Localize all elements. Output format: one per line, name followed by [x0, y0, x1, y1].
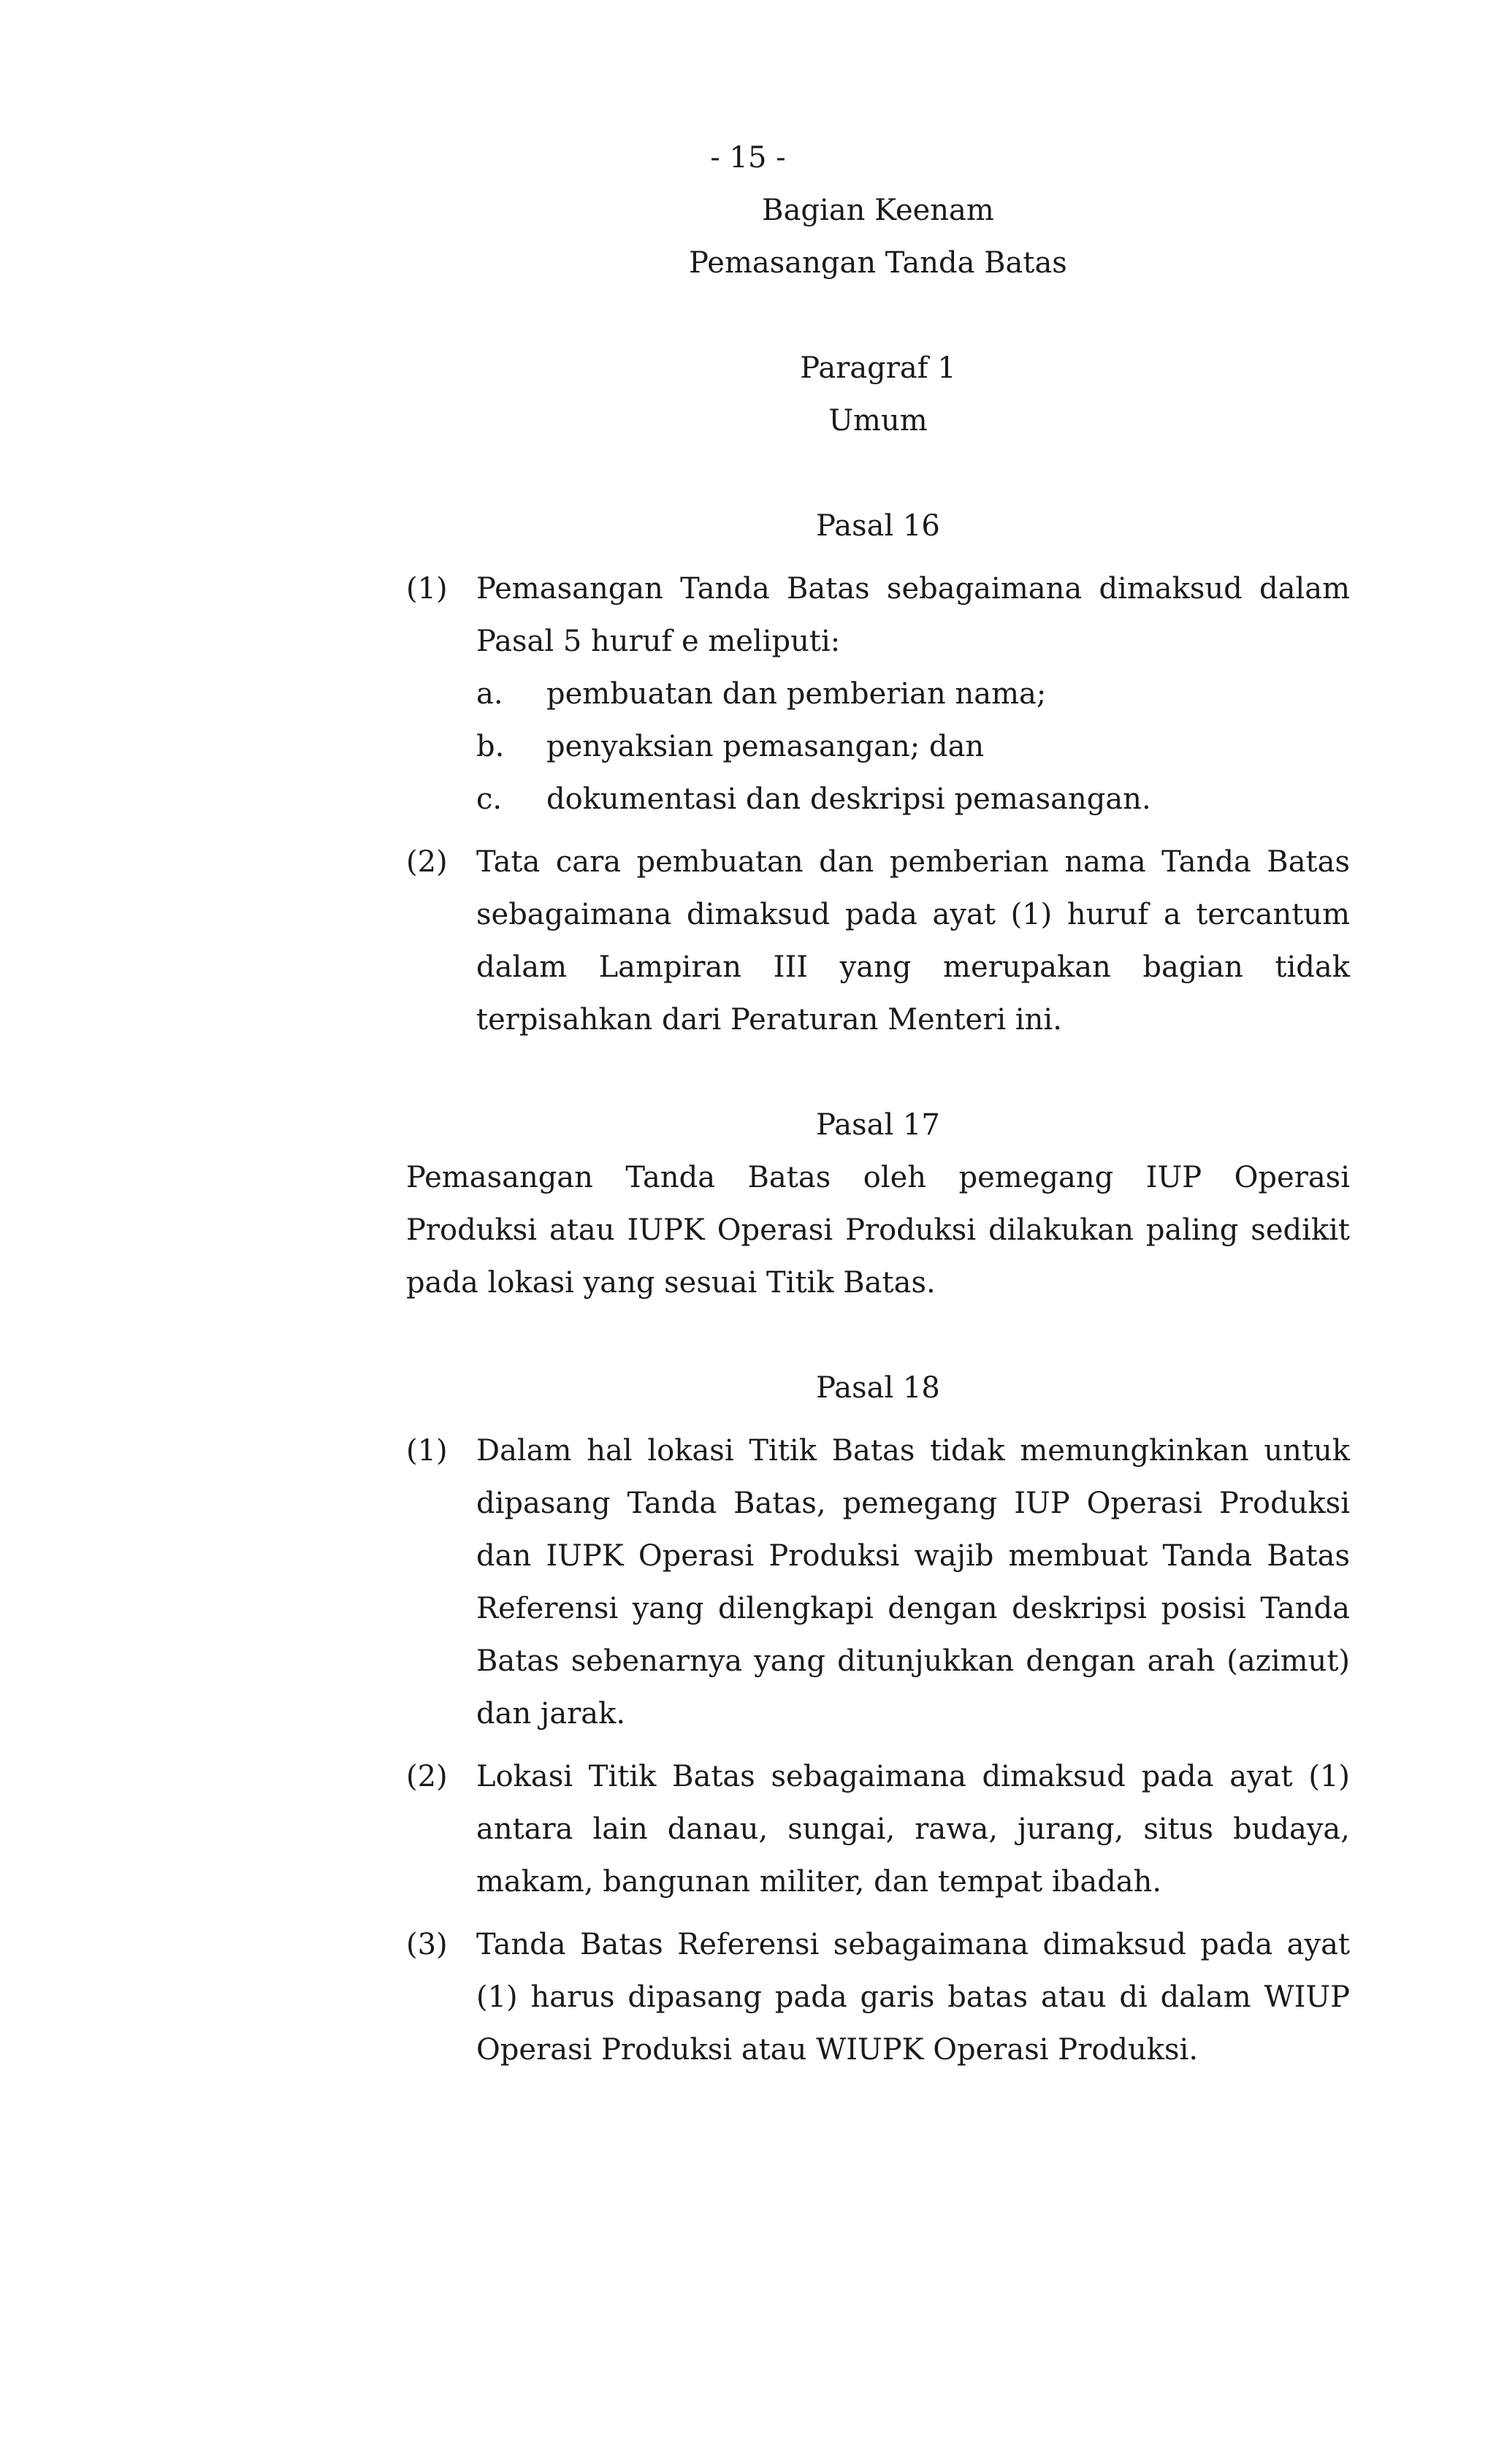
sub-item-b — [476, 720, 1350, 773]
pasal-16-item-2 — [406, 836, 1350, 1046]
sub-letter: b. — [476, 730, 505, 763]
pasal-16-item-1 — [406, 562, 1350, 825]
sub-text: penyaksian pemasangan; dan — [546, 730, 985, 763]
page-number: - 15 - — [710, 141, 786, 175]
pasal-16-title: Pasal 16 — [816, 509, 940, 543]
sub-letter: a. — [476, 677, 503, 711]
pasal-18-title: Pasal 18 — [816, 1371, 940, 1405]
item-number: (1) — [406, 572, 448, 606]
pasal-17-text: Pemasangan Tanda Batas oleh pemegang IUP Operasi Produksi atau IUPK Operasi Produksi dilakukan paling sedikit pada lokasi yang sesuai Titik Batas. — [406, 1161, 1350, 1300]
sub-letter: c. — [476, 782, 503, 816]
item-number: (2) — [406, 1760, 448, 1793]
document-body — [406, 184, 1350, 2076]
pasal-18-item-1 — [406, 1424, 1350, 1740]
sub-text: pembuatan dan pemberian nama; — [546, 677, 1047, 711]
pasal-18-item-3 — [406, 1918, 1350, 2076]
part-subtitle: Pemasangan Tanda Batas — [689, 246, 1067, 280]
sub-item-a — [476, 668, 1350, 720]
sub-list — [476, 668, 1350, 825]
sub-text: dokumentasi dan deskripsi pemasangan. — [546, 782, 1151, 816]
paragraph-subtitle: Umum — [828, 404, 928, 438]
item-number: (3) — [406, 1928, 448, 1961]
item-text: Lokasi Titik Batas sebagaimana dimaksud pada ayat (1) antara lain danau, sungai, rawa, jurang, situs budaya, makam, bangunan militer, dan tempat ibadah. — [476, 1760, 1350, 1899]
pasal-17-title: Pasal 17 — [816, 1108, 940, 1142]
item-text: Tata cara pembuatan dan pemberian nama Tanda Batas sebagaimana dimaksud pada ayat (1) huruf a tercantum dalam Lampiran III yang merupakan bagian tidak terpisahkan dari Peraturan Menteri ini. — [476, 845, 1350, 1037]
paragraph-title: Paragraf 1 — [800, 351, 956, 385]
item-number: (2) — [406, 845, 448, 879]
item-text: Pemasangan Tanda Batas sebagaimana dimaksud dalam Pasal 5 huruf e meliputi: — [476, 572, 1350, 658]
pasal-18-item-2 — [406, 1750, 1350, 1908]
item-number: (1) — [406, 1434, 448, 1468]
sub-item-c — [476, 773, 1350, 825]
item-text: Tanda Batas Referensi sebagaimana dimaksud pada ayat (1) harus dipasang pada garis batas atau di dalam WIUP Operasi Produksi atau WIUPK Operasi Produksi. — [476, 1928, 1350, 2067]
part-title: Bagian Keenam — [762, 194, 994, 227]
item-text: Dalam hal lokasi Titik Batas tidak memungkinkan untuk dipasang Tanda Batas, pemegang IUP Operasi Produksi dan IUPK Operasi Produksi wajib membuat Tanda Batas Referensi yang dilengkapi dengan deskripsi posisi Tanda Batas sebenarnya yang ditunjukkan dengan arah (azimut) dan jarak. — [476, 1434, 1350, 1731]
